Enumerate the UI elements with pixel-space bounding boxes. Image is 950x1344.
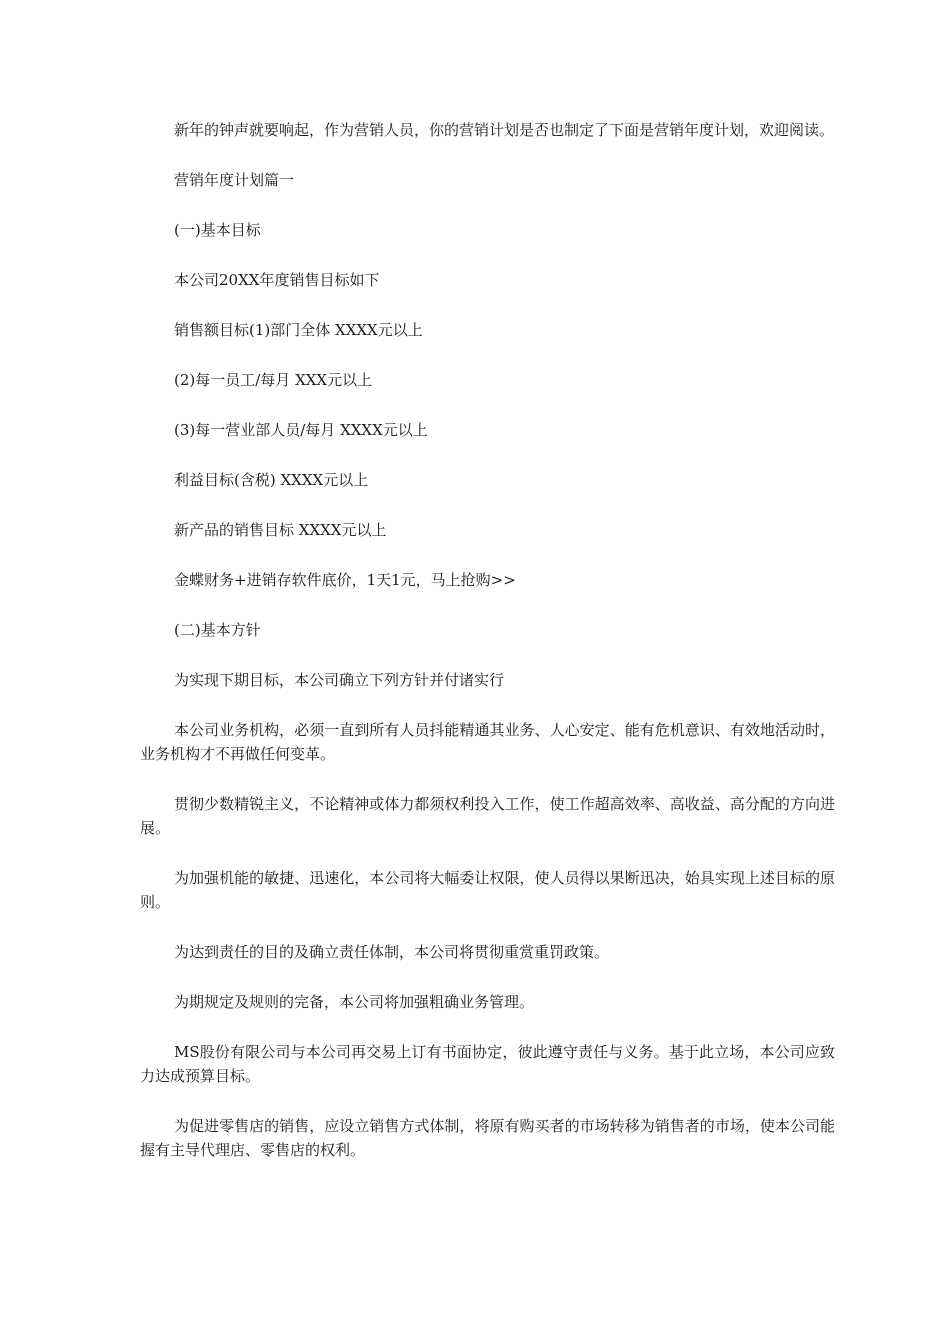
section-title: 营销年度计划篇一 (174, 171, 295, 189)
paragraph: MS股份有限公司与本公司再交易上订有书面协定，彼此遵守责任与义务。基于此立场，本公司应致力达成预算目标。 (140, 1043, 835, 1085)
paragraph: 为加强机能的敏捷、迅速化，本公司将大幅委让权限，使人员得以果断迅决，始具实现上述目标的原则。 (140, 869, 835, 911)
promo-paragraph: 金蝶财务+进销存软件底价，1天1元，马上抢购>> (174, 571, 516, 589)
paragraph: 本公司业务机构，必须一直到所有人员抖能精通其业务、人心安定、能有危机意识、有效地活动时，业务机构才不再做任何变革。 (140, 721, 835, 763)
paragraph: 本公司20XX年度销售目标如下 (174, 271, 380, 289)
paragraph: 销售额目标(1)部门全体 XXXX元以上 (174, 321, 423, 339)
intro-paragraph: 新年的钟声就要响起，作为营销人员，你的营销计划是否也制定了下面是营销年度计划，欢迎阅读。 (174, 121, 835, 139)
paragraph: 新产品的销售目标 XXXX元以上 (174, 521, 387, 539)
paragraph: 为期规定及规则的完备，本公司将加强粗确业务管理。 (174, 993, 535, 1011)
subsection-heading: (二)基本方针 (174, 621, 261, 639)
paragraph: 为促进零售店的销售，应设立销售方式体制，将原有购买者的市场转移为销售者的市场，使本公司能握有主导代理店、零售店的权利。 (140, 1117, 835, 1159)
paragraph: 贯彻少数精锐主义，不论精神或体力都须权利投入工作，使工作超高效率、高收益、高分配的方向进展。 (140, 795, 835, 837)
paragraph: 为达到责任的目的及确立责任体制，本公司将贯彻重赏重罚政策。 (174, 943, 610, 961)
paragraph: 利益目标(含税) XXXX元以上 (174, 471, 369, 489)
paragraph: (2)每一员工/每月 XXX元以上 (174, 371, 373, 389)
subsection-heading: (一)基本目标 (174, 221, 261, 239)
document-body (140, 118, 835, 1188)
paragraph: (3)每一营业部人员/每月 XXXX元以上 (174, 421, 428, 439)
paragraph: 为实现下期目标，本公司确立下列方针并付诸实行 (174, 671, 505, 689)
